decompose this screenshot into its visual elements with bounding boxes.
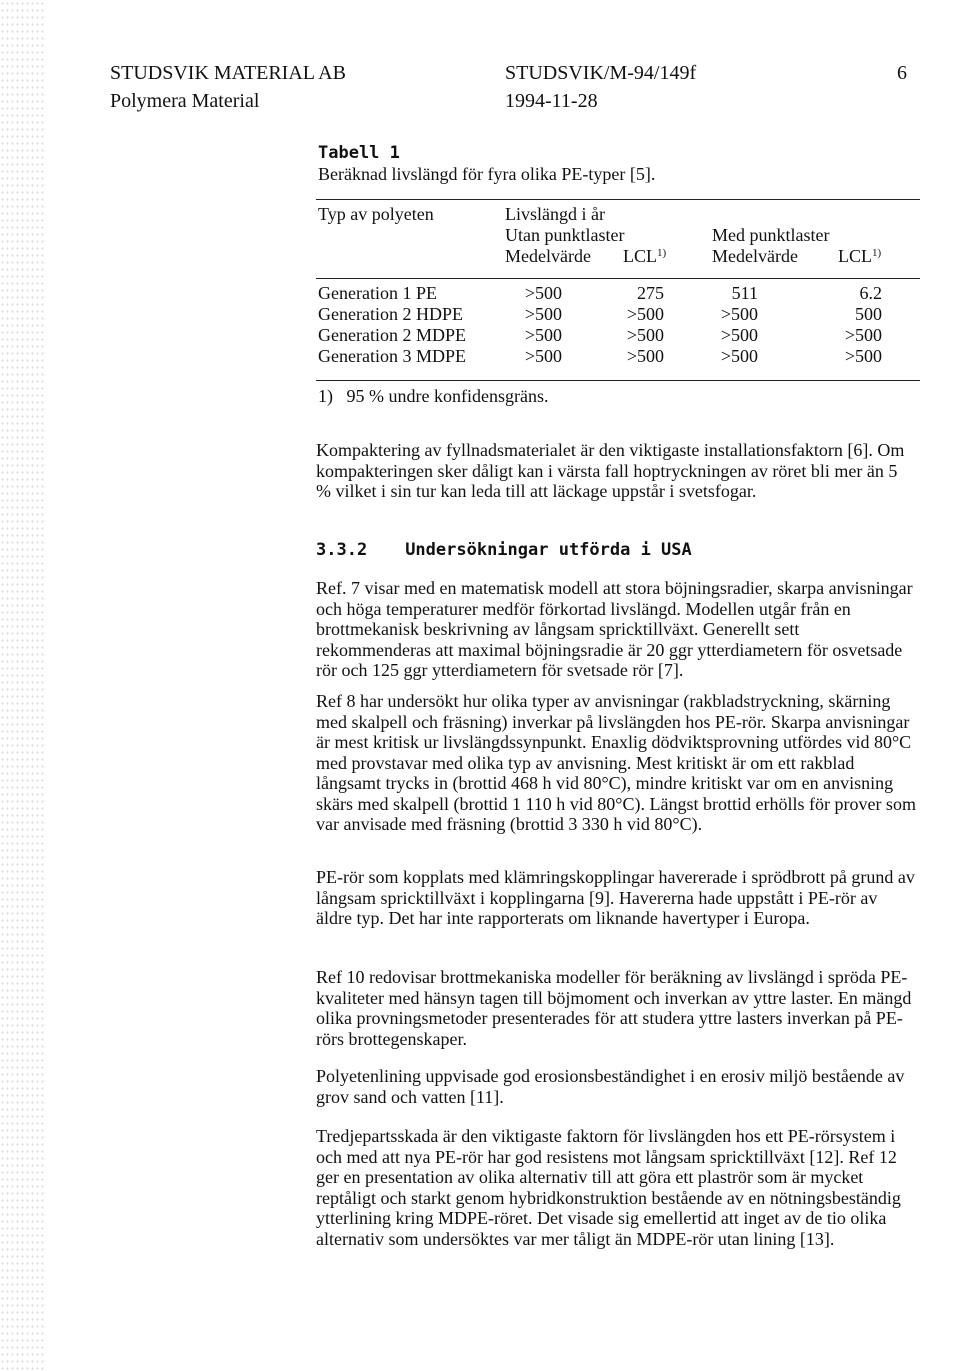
cell-mean-with: 511 — [731, 283, 758, 303]
row-type: Generation 3 MDPE — [318, 346, 466, 366]
cell-mean-without: >500 — [524, 346, 562, 366]
cell-mean-with: >500 — [720, 325, 758, 345]
cell-mean-without: >500 — [524, 304, 562, 324]
paragraph-clamp-couplings: PE-rör som kopplats med klämringskopplingar havererade i sprödbrott på grund av långsam spricktillväxt i kopplingarna [9]. Havererna hade uppstått i PE-rör av äldre typ. Det har inte rapporterats om liknande havertyper i Europa. — [316, 867, 915, 928]
row-type: Generation 2 HDPE — [318, 304, 463, 324]
company-name: STUDSVIK MATERIAL AB — [110, 62, 346, 84]
group-header-with: Med punktlaster — [712, 225, 830, 245]
paragraph-third-party: Tredjepartsskada är den viktigaste faktorn för livslängden hos ett PE-rörsystem i och med att nya PE-rör har god resistens mot långsam spricktillväxt [12]. Ref 12 ger en presentation av olika alternativ till att göra ett plaströr som är mycket reptåligt och starkt genom hybridkonstruktion bestående av en nötningsbeständig ytterlining kring MDPE-röret. Det visade sig emellertid att inget av de tio olika alternativ som undersöktes var mer tåligt än MDPE-rör utan lining [13]. — [316, 1126, 901, 1249]
row-type: Generation 2 MDPE — [318, 325, 466, 345]
paragraph-ref10: Ref 10 redovisar brottmekaniska modeller för beräkning av livslängd i spröda PE-kvaliteter med hänsyn tagen till böjmoment och inverkan av yttre laster. En mängd olika provningsmetoder presenterades för att studera yttre lasters inverkan på PE-rörs brottegenskaper. — [316, 967, 912, 1049]
section-number: 3.3.2 — [316, 540, 368, 560]
table-top-rule — [316, 199, 920, 200]
report-date: 1994-11-28 — [505, 90, 598, 112]
cell-mean-without: >500 — [524, 325, 562, 345]
col-header-type: Typ av polyeten — [318, 204, 434, 224]
cell-lcl-without: >500 — [626, 304, 664, 324]
cell-mean-without: >500 — [524, 283, 562, 303]
table-bottom-rule — [316, 380, 920, 381]
paragraph-ref8: Ref 8 har undersökt hur olika typer av anvisningar (rakbladstryckning, skärning med skalpell och fräsning) inverkar på livslängden hos PE-rör. Skarpa anvisningar är mest kritisk ur livslängdssynpunkt. Enaxlig dödviktsprovning utfördes vid 80°C med provstavar med olika typ av anvisning. Mest kritiskt är om ett rakblad långsamt trycks in (brottid 468 h vid 80°C), mindre kritiskt var om en anvisning skärs med skalpell (brottid 1 110 h vid 80°C). Längst brottid erhölls för prover som var anvisade med fräsning (brottid 3 330 h vid 80°C). — [316, 691, 916, 834]
page-number: 6 — [897, 62, 907, 84]
cell-lcl-with: >500 — [844, 346, 882, 366]
cell-lcl-without: 275 — [637, 283, 664, 303]
scan-edge-noise — [0, 0, 44, 1371]
section-title: Undersökningar utförda i USA — [405, 540, 692, 560]
row-type: Generation 1 PE — [318, 283, 437, 303]
cell-lcl-with: >500 — [844, 325, 882, 345]
department-name: Polymera Material — [110, 90, 260, 112]
cell-lcl-without: >500 — [626, 325, 664, 345]
report-id: STUDSVIK/M-94/149f — [505, 62, 697, 84]
subheader-mean-2: Medelvärde — [712, 246, 798, 266]
col-header-life: Livslängd i år — [505, 204, 605, 224]
paragraph-compaction: Kompaktering av fyllnadsmaterialet är den viktigaste installationsfaktorn [6]. Om kompakteringen sker dåligt kan i värsta fall hoptryckningen av röret bli mer än 5 % vilket i sin tur kan leda till att läckage uppstår i svetsfogar. — [316, 440, 905, 501]
cell-mean-with: >500 — [720, 346, 758, 366]
table-label: Tabell 1 — [318, 143, 400, 163]
subheader-lcl-1: LCL$^{1)}$ — [623, 246, 667, 266]
subheader-mean-1: Medelvärde — [505, 246, 591, 266]
table-footnote: 1) 95 % undre konfidensgräns. — [318, 386, 549, 406]
cell-lcl-without: >500 — [626, 346, 664, 366]
cell-lcl-with: 6.2 — [859, 283, 882, 303]
paragraph-lining: Polyetenlining uppvisade god erosionsbeständighet i en erosiv miljö bestående av grov sand och vatten [11]. — [316, 1066, 905, 1107]
cell-mean-with: >500 — [720, 304, 758, 324]
table-header-rule — [316, 278, 920, 279]
cell-lcl-with: 500 — [855, 304, 882, 324]
subheader-lcl-2: LCL$^{1)}$ — [838, 246, 882, 266]
section-heading — [316, 540, 692, 560]
group-header-without: Utan punktlaster — [505, 225, 625, 245]
table-caption: Beräknad livslängd för fyra olika PE-typer [5]. — [318, 164, 656, 184]
paragraph-ref7: Ref. 7 visar med en matematisk modell att stora böjningsradier, skarpa anvisningar och höga temperaturer medför förkortad livslängd. Modellen utgår från en brottmekanisk beskrivning av långsam spricktillväxt. Generellt sett rekommenderas att maximal böjningsradie är 20 ggr ytterdiametern för osvetsade rör och 125 ggr ytterdiametern för svetsade rör [7]. — [316, 578, 913, 680]
